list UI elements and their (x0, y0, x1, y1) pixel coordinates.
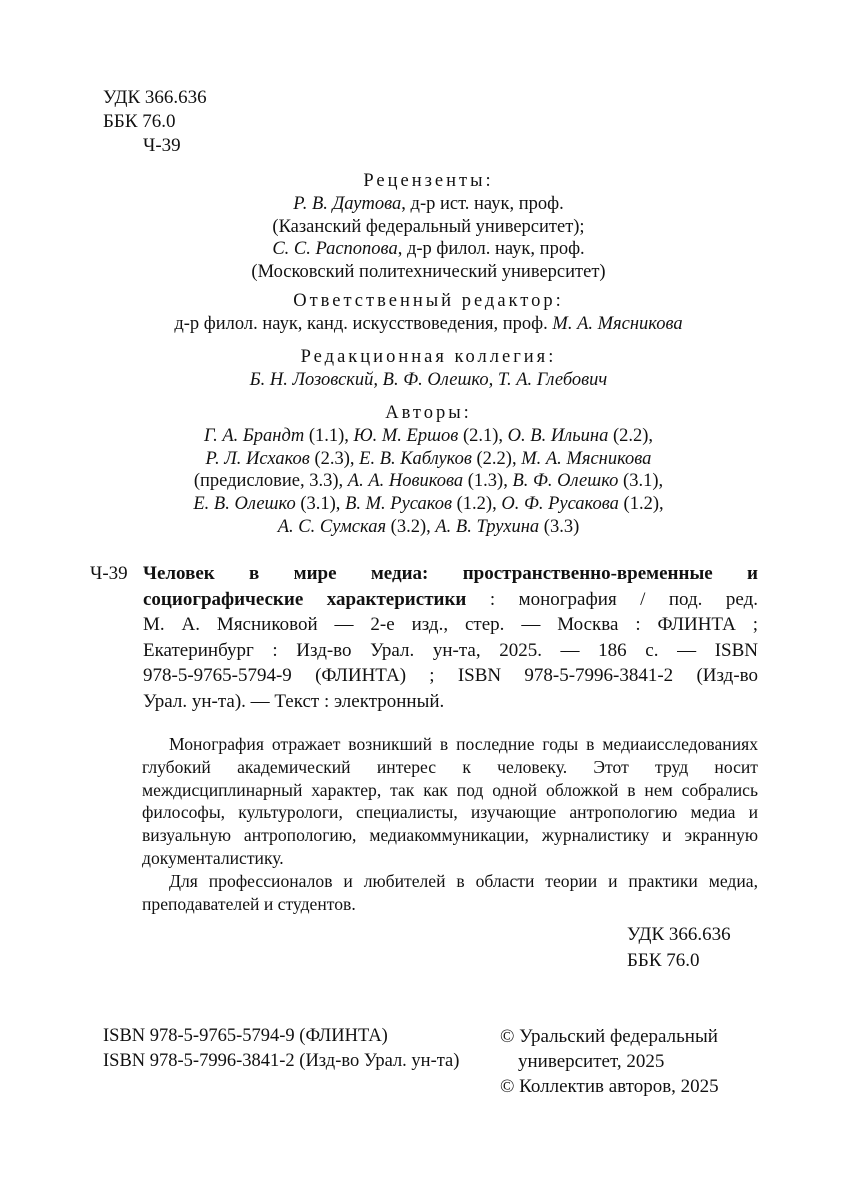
author-name: Е. В. Олешко (193, 494, 296, 515)
author-section: (1.3), (463, 471, 513, 492)
responsible-editor-name: М. А. Мясникова (552, 313, 683, 334)
copyright-university-line-2: университет, 2025 (518, 1051, 665, 1072)
author-section: (2.2), (608, 425, 654, 446)
author-section: (3.2), (386, 516, 436, 537)
classification-block (103, 86, 207, 158)
reviewer-1 (0, 193, 857, 216)
author-name: О. Ф. Русакова (501, 494, 619, 515)
author-name: В. Ф. Олешко (512, 471, 619, 492)
copyright-university-line-1: © Уральский федеральный (500, 1026, 718, 1047)
author-section: (1.2), (618, 494, 664, 515)
author-section: (3.1), (295, 494, 346, 515)
author-name: М. А. Мясникова (521, 448, 652, 469)
authors-block (0, 402, 857, 539)
author-section: (1.1), (304, 425, 354, 446)
bottom-udk-code: УДК 366.636 (627, 924, 731, 945)
author-name: О. В. Ильина (507, 425, 609, 446)
author-name: В. М. Русаков (345, 494, 452, 515)
isbn-block (103, 1024, 459, 1074)
bibliographic-title-line (90, 561, 758, 587)
reviewer-1-name: Р. В. Даутова (293, 193, 402, 214)
book-title-part-2: социографические характеристики (143, 588, 467, 610)
author-name: Р. Л. Исхаков (205, 448, 310, 469)
responsible-editor-credentials: д-р филол. наук, канд. искусствоведения, проф. (174, 313, 553, 334)
author-name: Е. В. Каблуков (359, 448, 472, 469)
authors-heading: Авторы: (385, 403, 472, 423)
bibliographic-record (90, 561, 758, 715)
isbn-flinta: ISBN 978-5-9765-5794-9 (ФЛИНТА) (103, 1026, 388, 1046)
author-section: (2.3), (309, 448, 360, 469)
author-name: А. В. Трухина (435, 516, 540, 537)
bibliographic-line-2 (90, 587, 758, 613)
bibliographic-type: : монография / под. ред. (466, 588, 758, 610)
reviewers-block (0, 170, 857, 284)
copyright-authors: © Коллектив авторов, 2025 (500, 1076, 719, 1097)
author-section: (1.2), (452, 494, 502, 515)
bottom-classification-block (627, 922, 731, 974)
annotation-paragraph-2: Для профессионалов и любителей в области теории и практики медиа, преподавателей и студентов. (142, 870, 758, 914)
bottom-bbk-code: ББК 76.0 (627, 950, 700, 971)
bibliographic-author-mark: Ч-39 (90, 563, 128, 584)
authors-line-5 (0, 516, 857, 539)
bibliographic-line-5: 978-5-9765-5794-9 (ФЛИНТА) ; ISBN 978-5-7996-3841-2 (Изд-во (143, 665, 758, 687)
authors-line-2 (0, 448, 857, 471)
responsible-editor (0, 313, 857, 336)
author-section: (3.3) (539, 516, 580, 537)
author-name: А. А. Новикова (347, 471, 464, 492)
reviewer-2-title: , д-р филол. наук, проф. (397, 239, 585, 260)
author-mark: Ч-39 (143, 135, 181, 156)
author-section: (предисловие, 3.3), (193, 471, 348, 492)
author-section: (2.1), (458, 425, 508, 446)
author-name: Г. А. Брандт (203, 425, 305, 446)
reviewer-2-name: С. С. Распопова (272, 239, 398, 260)
annotation-block (142, 733, 758, 915)
editorial-board-members: Б. Н. Лозовский, В. Ф. Олешко, Т. А. Глебович (249, 369, 608, 390)
author-name: Ю. М. Ершов (353, 425, 459, 446)
annotation-paragraph-1: Монография отражает возникший в последние годы в медиаисследованиях глубокий академический интерес к человеку. Этот труд носит междисциплинарный характер, так как под одной обложкой в нем собрались философы, культурологи, специалисты, изучающие антропологию медиа и визуальную антропологию, медиакоммуникации, журналистику и экранную документалистику. (142, 734, 758, 868)
authors-line-4 (0, 493, 857, 516)
bbk-code: ББК 76.0 (103, 111, 176, 132)
editorial-board-block (0, 346, 857, 392)
bibliographic-line-3: М. А. Мясниковой — 2-е изд., стер. — Москва : ФЛИНТА ; (143, 614, 758, 636)
responsible-editor-heading: Ответственный редактор: (293, 291, 564, 311)
reviewer-1-org: (Казанский федеральный университет); (272, 216, 585, 237)
author-name: А. С. Сумская (277, 516, 387, 537)
isbn-ural: ISBN 978-5-7996-3841-2 (Изд-во Урал. ун-та) (103, 1051, 460, 1071)
udk-code: УДК 366.636 (103, 87, 207, 108)
authors-line-1 (0, 425, 857, 448)
copyright-block (500, 1024, 719, 1099)
authors-line-3 (0, 470, 857, 493)
reviewer-2-org: (Московский политехнический университет) (251, 262, 606, 283)
reviewer-1-title: , д-р ист. наук, проф. (401, 193, 564, 214)
bibliographic-line-4: Екатеринбург : Изд-во Урал. ун-та, 2025. — 186 с. — ISBN (143, 639, 758, 661)
editorial-board-heading: Редакционная коллегия: (300, 347, 557, 367)
reviewer-2 (0, 238, 857, 261)
author-section: (3.1), (618, 471, 664, 492)
bibliographic-line-6: Урал. ун-та). — Текст : электронный. (143, 690, 445, 712)
author-section: (2.2), (471, 448, 522, 469)
reviewers-heading: Рецензенты: (363, 171, 494, 191)
responsible-editor-block (0, 290, 857, 336)
book-title-part-1: Человек в мире медиа: пространственно-временные и (143, 563, 758, 584)
